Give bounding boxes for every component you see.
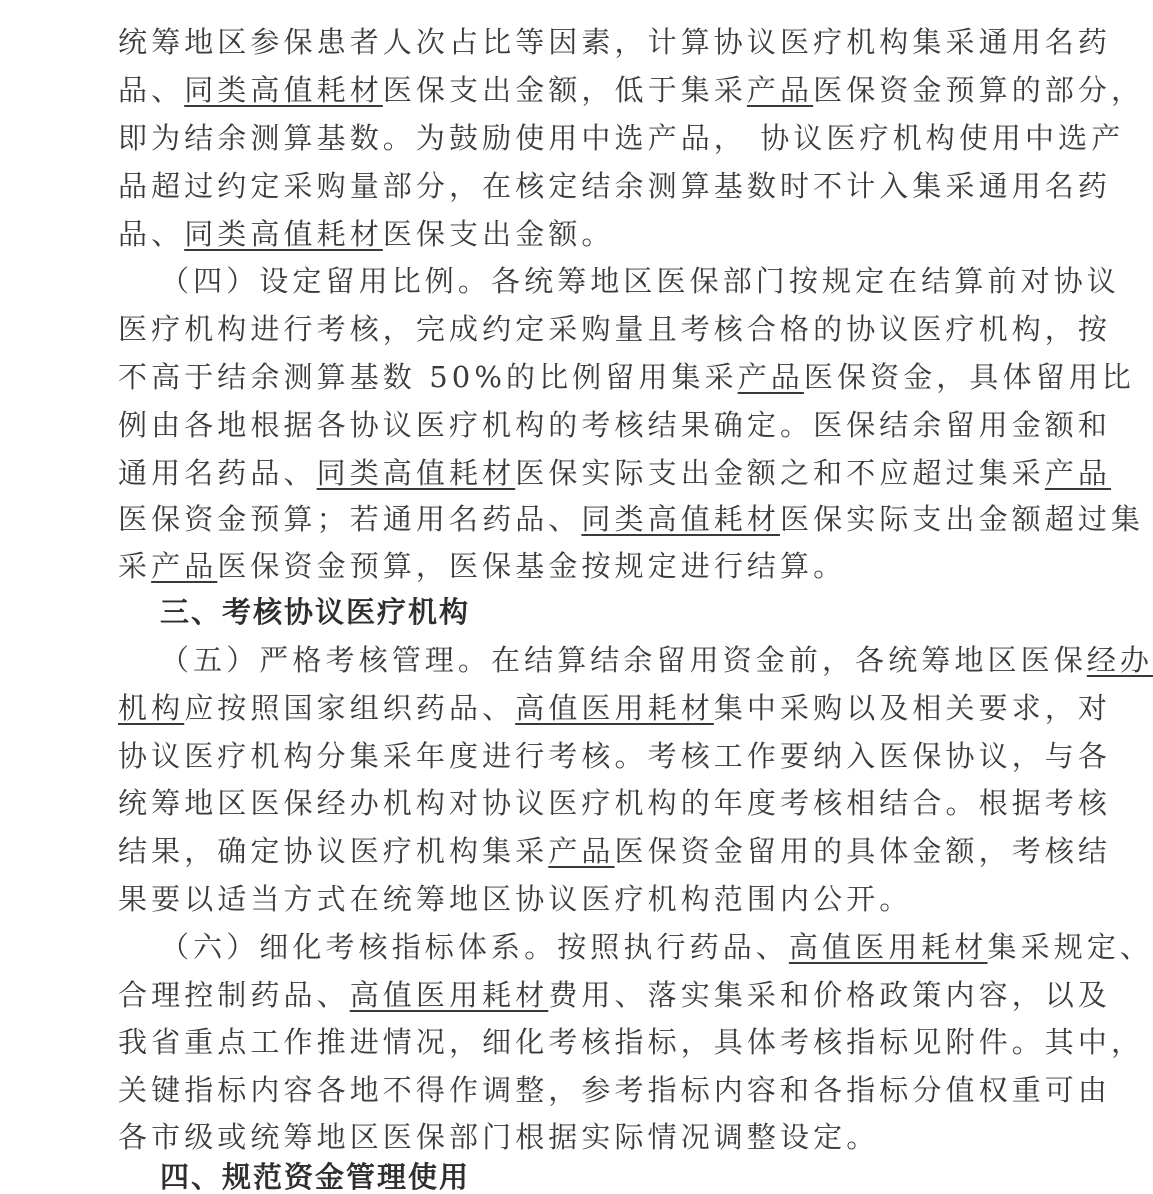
paragraph-line bbox=[118, 1025, 1144, 1059]
text-run: 合理控制药品、 bbox=[118, 978, 350, 1012]
paragraph-line bbox=[118, 549, 846, 583]
text-run: 不高于结余测算基数 50%的比例留用集采 bbox=[118, 360, 738, 394]
paragraph-line bbox=[118, 312, 1111, 346]
text-run: 品、 bbox=[118, 73, 185, 107]
paragraph-line bbox=[118, 786, 1111, 820]
paragraph-line bbox=[118, 121, 1124, 155]
paragraph-line bbox=[118, 834, 1111, 868]
paragraph-line bbox=[118, 882, 912, 916]
paragraph-line bbox=[118, 456, 1111, 490]
paragraph-line bbox=[118, 978, 1111, 1012]
text-run: 医保资金留用的具体金额，考核结 bbox=[614, 834, 1112, 868]
underlined-term: 高值医用耗材 bbox=[788, 930, 988, 964]
paragraph-line bbox=[160, 643, 1153, 677]
text-run: 医保资金，具体留用比 bbox=[803, 360, 1135, 394]
text-run: 果要以适当方式在统筹地区协议医疗机构范围内公开。 bbox=[118, 882, 913, 916]
text-run: 医保支出金额。 bbox=[382, 217, 615, 251]
text-run: 即为结余测算基数。为鼓励使用中选产品， 协议医疗机构使用中选产 bbox=[118, 121, 1125, 155]
text-run: 统筹地区参保患者人次占比等因素，计算协议医疗机构集采通用名药 bbox=[118, 25, 1112, 59]
text-run: （五）严格考核管理。在结算结余留用资金前，各统筹地区医保 bbox=[160, 643, 1087, 677]
text-run: 集采规定、 bbox=[987, 930, 1153, 964]
underlined-term: 产品 bbox=[548, 834, 615, 868]
paragraph-line bbox=[118, 408, 1111, 442]
underlined-term: 机构 bbox=[118, 691, 185, 725]
underlined-term: 同类高值耗材 bbox=[581, 502, 781, 536]
text-run: 费用、落实集采和价格政策内容，以及 bbox=[548, 978, 1112, 1012]
text-run: 医保实际支出金额超过集 bbox=[780, 502, 1145, 536]
text-run: 品、 bbox=[118, 217, 185, 251]
paragraph-line bbox=[160, 264, 1120, 298]
text-run: 三、考核协议医疗机构 bbox=[160, 595, 471, 629]
text-run: 我省重点工作推进情况，细化考核指标，具体考核指标见附件。其中， bbox=[118, 1025, 1145, 1059]
underlined-term: 同类高值耗材 bbox=[184, 73, 383, 107]
paragraph-line bbox=[118, 691, 1111, 725]
underlined-term: 产品 bbox=[746, 73, 814, 107]
text-run: 品超过约定采购量部分，在核定结余测算基数时不计入集采通用名药 bbox=[118, 169, 1112, 203]
paragraph-line bbox=[118, 1120, 879, 1154]
text-run: 四、规范资金管理使用 bbox=[160, 1160, 471, 1194]
text-run: 例由各地根据各协议医疗机构的考核结果确定。医保结余留用金额和 bbox=[118, 408, 1112, 442]
text-run: （四）设定留用比例。各统筹地区医保部门按规定在结算前对协议 bbox=[160, 264, 1120, 298]
text-run: 医保资金预算的部分， bbox=[813, 73, 1145, 107]
underlined-term: 产品 bbox=[151, 549, 218, 583]
text-run: 医保资金预算；若通用名药品、 bbox=[118, 502, 582, 536]
underlined-term: 同类高值耗材 bbox=[316, 456, 516, 490]
paragraph-line bbox=[118, 25, 1111, 59]
underlined-term: 产品 bbox=[737, 360, 804, 394]
text-run: 集中采购以及相关要求，对 bbox=[713, 691, 1112, 725]
text-run: 结果，确定协议医疗机构集采 bbox=[118, 834, 549, 868]
paragraph-line bbox=[118, 739, 1111, 773]
section-heading bbox=[160, 595, 470, 629]
underlined-term: 同类高值耗材 bbox=[184, 217, 383, 251]
paragraph-line bbox=[118, 169, 1111, 203]
underlined-term: 高值医用耗材 bbox=[515, 691, 714, 725]
text-run: 通用名药品、 bbox=[118, 456, 317, 490]
underlined-term: 高值医用耗材 bbox=[349, 978, 549, 1012]
underlined-term: 产品 bbox=[1044, 456, 1112, 490]
paragraph-line bbox=[118, 217, 615, 251]
paragraph-line bbox=[118, 73, 1144, 107]
paragraph-line bbox=[118, 1073, 1111, 1107]
text-run: 医保实际支出金额之和不应超过集采 bbox=[515, 456, 1045, 490]
paragraph-line bbox=[118, 360, 1135, 394]
text-run: 统筹地区医保经办机构对协议医疗机构的年度考核相结合。根据考核 bbox=[118, 786, 1112, 820]
text-run: 关键指标内容各地不得作调整，参考指标内容和各指标分值权重可由 bbox=[118, 1073, 1112, 1107]
text-run: 采 bbox=[118, 549, 152, 583]
text-run: 医疗机构进行考核，完成约定采购量且考核合格的协议医疗机构，按 bbox=[118, 312, 1112, 346]
text-run: 各市级或统筹地区医保部门根据实际情况调整设定。 bbox=[118, 1120, 880, 1154]
text-run: （六）细化考核指标体系。按照执行药品、 bbox=[160, 930, 789, 964]
text-run: 协议医疗机构分集采年度进行考核。考核工作要纳入医保协议，与各 bbox=[118, 739, 1112, 773]
text-run: 医保支出金额，低于集采 bbox=[382, 73, 747, 107]
paragraph-line bbox=[118, 502, 1144, 536]
section-heading bbox=[160, 1160, 470, 1194]
paragraph-line bbox=[160, 930, 1153, 964]
text-run: 医保资金预算，医保基金按规定进行结算。 bbox=[217, 549, 847, 583]
underlined-term: 经办 bbox=[1086, 643, 1153, 677]
text-run: 应按照国家组织药品、 bbox=[184, 691, 516, 725]
